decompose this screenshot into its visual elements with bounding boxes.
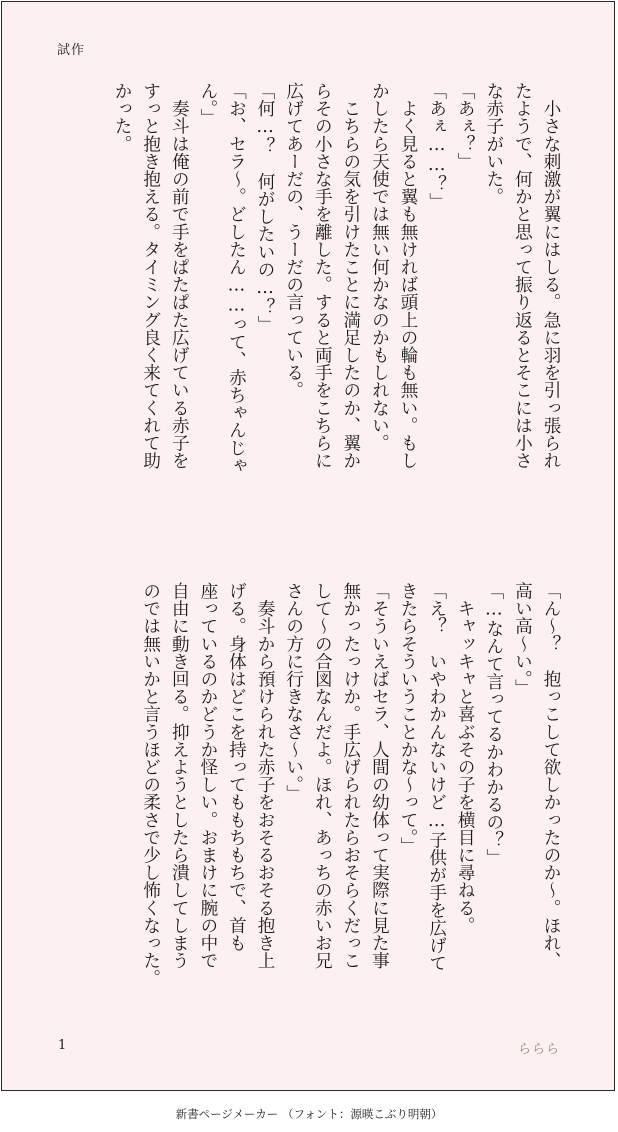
- text-line: 高い高〜い。」: [512, 582, 533, 697]
- text-line: 自由に動き回る。抑えようとしたら潰してしまう: [169, 582, 190, 970]
- text-line: 「そういえばセラ、人間の幼体って実際に見た事: [369, 582, 390, 970]
- text-line: こちらの気を引けたことに満足したのか、翼か: [340, 82, 361, 470]
- text-line: 「…なんて言ってるかわかるの？」: [483, 582, 504, 866]
- page-title: 試作: [57, 43, 86, 58]
- text-line: 「あぇ？」: [455, 82, 476, 170]
- text-line: 小さな刺激が翼にはしる。急に羽を引っ張られ: [541, 82, 561, 470]
- text-line: キャッキャと喜ぶその子を横目に尋ねる。: [455, 582, 476, 934]
- text-line: たようで、何かと思って振り返るとそこには小さ: [512, 82, 533, 470]
- text-line: 「ん〜？ 抱っこして欲しかったのか〜。ほれ、: [541, 582, 561, 970]
- text-line: 座っているのかどうか怪しい。おまけに腕の中で: [197, 582, 218, 970]
- text-line: かった。: [112, 82, 133, 153]
- text-line: 奏斗から預けられた赤子をおそるおそる抱き上: [255, 582, 276, 970]
- novel-page: [1, 1, 615, 1091]
- text-line: よく見ると翼も無ければ頭上の輪も無い。もし: [398, 82, 419, 470]
- text-line: 広げてあーだの、うーだの言っている。: [283, 82, 304, 399]
- text-line: かしたら天使では無い何かなのかもしれない。: [369, 82, 390, 452]
- lower-text-block: [136, 582, 565, 1027]
- author-name: ららら: [517, 1042, 560, 1057]
- text-line: きたらそういうことかな〜って。」: [398, 582, 419, 855]
- text-line: 「あぇ……？」: [426, 82, 447, 210]
- page-number: 1: [58, 1038, 67, 1053]
- text-line: すっと抱き抱える。タイミング良く来てくれて助: [140, 82, 161, 470]
- text-line: さんの方に行きなさ〜い。」: [283, 582, 304, 802]
- text-line: 「え？ いやわかんないけど…子供が手を広げて: [426, 582, 447, 972]
- text-line: 「何…？ 何がしたいの…？」: [255, 82, 276, 334]
- text-line: ん。」: [197, 82, 218, 126]
- text-line: な赤子がいた。: [483, 82, 504, 206]
- footer-credit: 新書ページメーカー （フォント：源暎こぶり明朝）: [175, 1107, 443, 1121]
- text-line: らその小さな手を離した。すると両手をこちらに: [312, 82, 333, 470]
- text-line: 「お、セラ〜。どしたん……って、赤ちゃんじゃ: [226, 82, 247, 474]
- text-line: 奏斗は俺の前で手をぱたぱた広げている赤子を: [169, 82, 190, 470]
- text-line: 無かったっけか。手広げられたらおそらくだっこ: [340, 582, 361, 970]
- text-line: のでは無いかと言うほどの柔さで少し怖くなった。: [140, 582, 161, 987]
- upper-text-block: [108, 82, 566, 527]
- text-line: げる。身体はどこを持ってももちもちで、首も: [226, 582, 247, 952]
- text-line: して〜の合図なんだよ。ほれ、あっちの赤いお兄: [312, 582, 333, 970]
